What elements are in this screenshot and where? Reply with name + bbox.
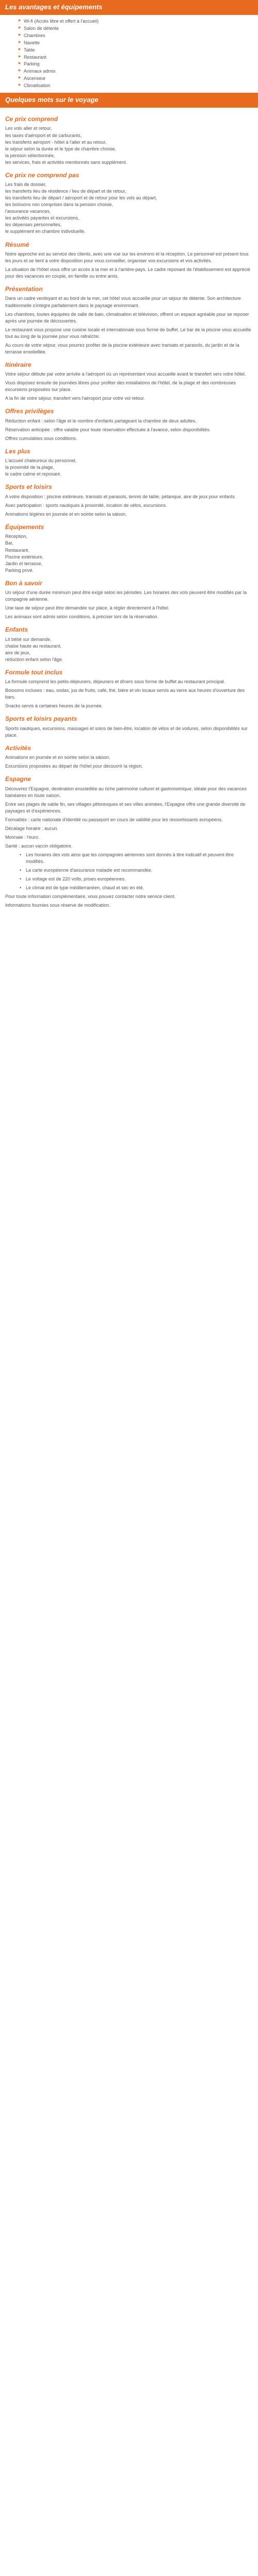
paragraph: Un séjour d'une durée minimum peut être exigé selon les périodes. Les horaires des vols peuvent être modifiés par la compagnie aérienne. bbox=[5, 590, 247, 602]
features-list bbox=[19, 18, 258, 90]
paragraph: A votre disposition : piscine extérieure, transats et parasols, tennis de table, pétanque, aire de jeux pour enfants. bbox=[5, 494, 236, 499]
paragraph: Snacks servis à certaines heures de la journée. bbox=[5, 703, 103, 709]
text-line: Les frais de dossier, bbox=[5, 182, 47, 188]
paragraph: Réduction enfant : selon l'âge et le nombre d'enfants partageant la chambre de deux adultes. bbox=[5, 418, 197, 423]
paragraph: Le restaurant vous propose une cuisine locale et internationale sous forme de buffet. Le bar de la piscine vous accueille tout au long de la journée pour vous rafraîchir. bbox=[5, 327, 251, 339]
paragraph: Offres cumulables sous conditions. bbox=[5, 435, 77, 441]
text-line: Les vols aller et retour, bbox=[5, 126, 52, 131]
paragraph: Santé : aucun vaccin obligatoire. bbox=[5, 843, 73, 849]
feature-item: ▶ Climatisation bbox=[19, 82, 258, 90]
paragraph: Votre séjour débute par votre arrivée à l'aéroport où un représentant vous accueille avant le transfert vers votre hôtel. bbox=[5, 371, 246, 377]
text-line: Piscine extérieure, bbox=[5, 554, 44, 560]
text-line: le séjour selon la durée et le type de chambre choisie, bbox=[5, 146, 117, 151]
features-header: Les avantages et équipements bbox=[0, 0, 258, 15]
text-line: Lit bébé sur demande, bbox=[5, 636, 52, 642]
paragraph: A la fin de votre séjour, transfert vers l'aéroport pour votre vol retour. bbox=[5, 396, 145, 401]
section-title-itineraire: Itinéraire bbox=[5, 361, 31, 368]
section-title-prix-comprend: Ce prix comprend bbox=[5, 115, 58, 123]
feature-item: ▶ Animaux admis bbox=[19, 68, 258, 75]
paragraph: Une taxe de séjour peut être demandée sur place, à régler directement à l'hôtel. bbox=[5, 605, 170, 611]
feature-item: ▶ Ascenseur bbox=[19, 75, 258, 82]
paragraph: Pour toute information complémentaire, vous pouvez contacter notre service client. bbox=[5, 894, 176, 900]
feature-item: ▶ Navette bbox=[19, 40, 258, 47]
content-area bbox=[0, 108, 258, 919]
section-title-enfants: Enfants bbox=[5, 626, 28, 634]
text-line: le cadre calme et reposant. bbox=[5, 471, 61, 477]
section-title-sports-loisirs-payants: Sports et loisirs payants bbox=[5, 715, 77, 723]
paragraph: Les chambres, toutes équipées de salle de bain, climatisation et télévision, offrent un espace agréable pour se reposer après une journée de découvertes. bbox=[5, 311, 249, 324]
text-line: Restaurant, bbox=[5, 547, 29, 553]
paragraph: Formalités : carte nationale d'identité ou passeport en cours de validité pour les ressortissants européens. bbox=[5, 817, 223, 822]
feature-item: ▶ Parking bbox=[19, 61, 258, 68]
feature-item: ▶ Wi-fi (Accès libre et offert à l'accueil) bbox=[19, 18, 258, 25]
paragraph: Vous disposez ensuite de journées libres pour profiter des installations de l'hôtel, de la plage et des nombreuses excursions proposées sur place. bbox=[5, 380, 236, 393]
text-line: les dépenses personnelles, bbox=[5, 222, 62, 228]
text-line: les transferts lieu de résidence / lieu de départ et de retour, bbox=[5, 189, 126, 194]
paragraph: Animations en journée et en soirée selon la saison. bbox=[5, 755, 110, 760]
section-title-formule-tout-inclus: Formule tout inclus bbox=[5, 668, 63, 676]
text-line: réduction enfant selon l'âge. bbox=[5, 656, 63, 662]
text-line: les transferts aéroport - hôtel à l'aller et au retour, bbox=[5, 139, 107, 145]
text-line: Parking privé. bbox=[5, 567, 34, 573]
section-title-equipements: Équipements bbox=[5, 523, 44, 531]
paragraph: Au cours de votre séjour, vous pourrez profiter de la piscine extérieure avec transats et parasols, du jardin et de la terrasse ensoleillée. bbox=[5, 342, 239, 354]
section-title-bon-a-savoir: Bon à savoir bbox=[5, 579, 43, 587]
text-line: chaise haute au restaurant, bbox=[5, 643, 62, 649]
section-title-resume: Résumé bbox=[5, 241, 29, 248]
info-bullet-list bbox=[20, 852, 253, 891]
text-line: Bar, bbox=[5, 540, 14, 546]
paragraph: Dans un cadre verdoyant et au bord de la mer, cet hôtel vous accueille pour un séjour de détente. Son architecture traditionnelle s'intègre parfaitement dans le paysage environnant. bbox=[5, 296, 241, 308]
paragraph: Animations légères en journée et en soirée selon la saison. bbox=[5, 511, 127, 517]
paragraph: Boissons incluses : eau, sodas, jus de fruits, café, thé, bière et vin locaux servis au verre aux heures d'ouverture des bars. bbox=[5, 688, 245, 700]
feature-item: ▶ Chambres bbox=[19, 32, 258, 40]
paragraph: Décalage horaire : aucun. bbox=[5, 826, 59, 832]
feature-item: ▶ Restaurant bbox=[19, 54, 258, 61]
section-title-espagne: Espagne bbox=[5, 775, 31, 783]
paragraph: Excursions proposées au départ de l'hôtel pour découvrir la région. bbox=[5, 764, 143, 769]
text-line: les transferts lieu de départ / aéroport et de retour pour les vols au départ, bbox=[5, 195, 157, 201]
paragraph: Les animaux sont admis selon conditions, à préciser lors de la réservation. bbox=[5, 614, 159, 620]
text-line: les activités payantes et excursions, bbox=[5, 215, 79, 221]
section-title-presentation: Présentation bbox=[5, 285, 43, 293]
text-line: les services, frais et activités mentionnés sans supplément. bbox=[5, 159, 127, 165]
text-line: la proximité de la plage, bbox=[5, 465, 55, 470]
paragraph: Découvrez l'Espagne, destination ensoleillée au riche patrimoine culturel et gastronomique, idéale pour des vacances balnéaires en toute saison. bbox=[5, 786, 247, 798]
paragraph: Notre approche est au service des clients, avec une vue sur les environs et la réception. Le personnel est présent tous les jours et se tient à votre disposition pour vous conseiller, organiser vos excursions et vos activités. bbox=[5, 251, 249, 263]
text-line: Réception, bbox=[5, 534, 28, 539]
text-line: Jardin et terrasse, bbox=[5, 561, 43, 566]
bullet-item: • Le voltage est de 220 volts, prises européennes. bbox=[20, 876, 253, 883]
paragraph: La situation de l'hôtel vous offre un accès à la mer et à l'arrière-pays. Le cadre reposant de l'établissement est apprécié pour des vacances en couple, en famille ou entre amis. bbox=[5, 266, 250, 279]
text-line: l'assurance vacances, bbox=[5, 209, 51, 214]
text-line: le supplément en chambre individuelle. bbox=[5, 229, 86, 234]
section-title-offres-privileges: Offres privilèges bbox=[5, 408, 54, 415]
paragraph: Sports nautiques, excursions, massages et soins de bien-être, location de vélos et de voitures, selon disponibilités sur place. bbox=[5, 725, 248, 738]
section-title-sports-loisirs: Sports et loisirs bbox=[5, 483, 52, 491]
section-title-les-plus: Les plus bbox=[5, 447, 30, 455]
paragraph: La formule comprend les petits-déjeuners, déjeuners et dîners sous forme de buffet au restaurant principal. bbox=[5, 679, 225, 685]
text-line: les boissons non comprises dans la pension choisie, bbox=[5, 202, 114, 208]
section-title-activites: Activités bbox=[5, 744, 31, 752]
bullet-item: • La carte européenne d'assurance maladie est recommandée. bbox=[20, 867, 253, 874]
feature-item: ▶ Salon de détente bbox=[19, 25, 258, 32]
text-line: la pension sélectionnée, bbox=[5, 152, 55, 158]
paragraph: Informations fournies sous réserve de modification. bbox=[5, 903, 110, 908]
paragraph: Entre ses plages de sable fin, ses villages pittoresques et ses villes animées, l'Espagne offre une grande diversité de paysages et d'expériences. bbox=[5, 801, 246, 814]
text-line: les taxes d'aéroport et de carburants, bbox=[5, 132, 82, 138]
text-line: aire de jeux, bbox=[5, 650, 31, 655]
section-title-prix-ne-comprend-pas: Ce prix ne comprend pas bbox=[5, 171, 79, 179]
bullet-item: • Le climat est de type méditerranéen, chaud et sec en été. bbox=[20, 885, 253, 891]
text-line: L'accueil chaleureux du personnel, bbox=[5, 458, 77, 464]
feature-item: ▶ Table bbox=[19, 47, 258, 54]
paragraph: Monnaie : l'euro. bbox=[5, 835, 40, 840]
paragraph: Avec participation : sports nautiques à proximité, location de vélos, excursions. bbox=[5, 502, 167, 508]
bullet-item: • Les horaires des vols ainsi que les compagnies aériennes sont donnés à titre indicatif et peuvent être modifiés. bbox=[20, 852, 253, 865]
paragraph: Réservation anticipée : offre valable pour toute réservation effectuée à l'avance, selon disponibilités. bbox=[5, 427, 211, 432]
voyage-header: Quelques mots sur le voyage bbox=[0, 93, 258, 108]
